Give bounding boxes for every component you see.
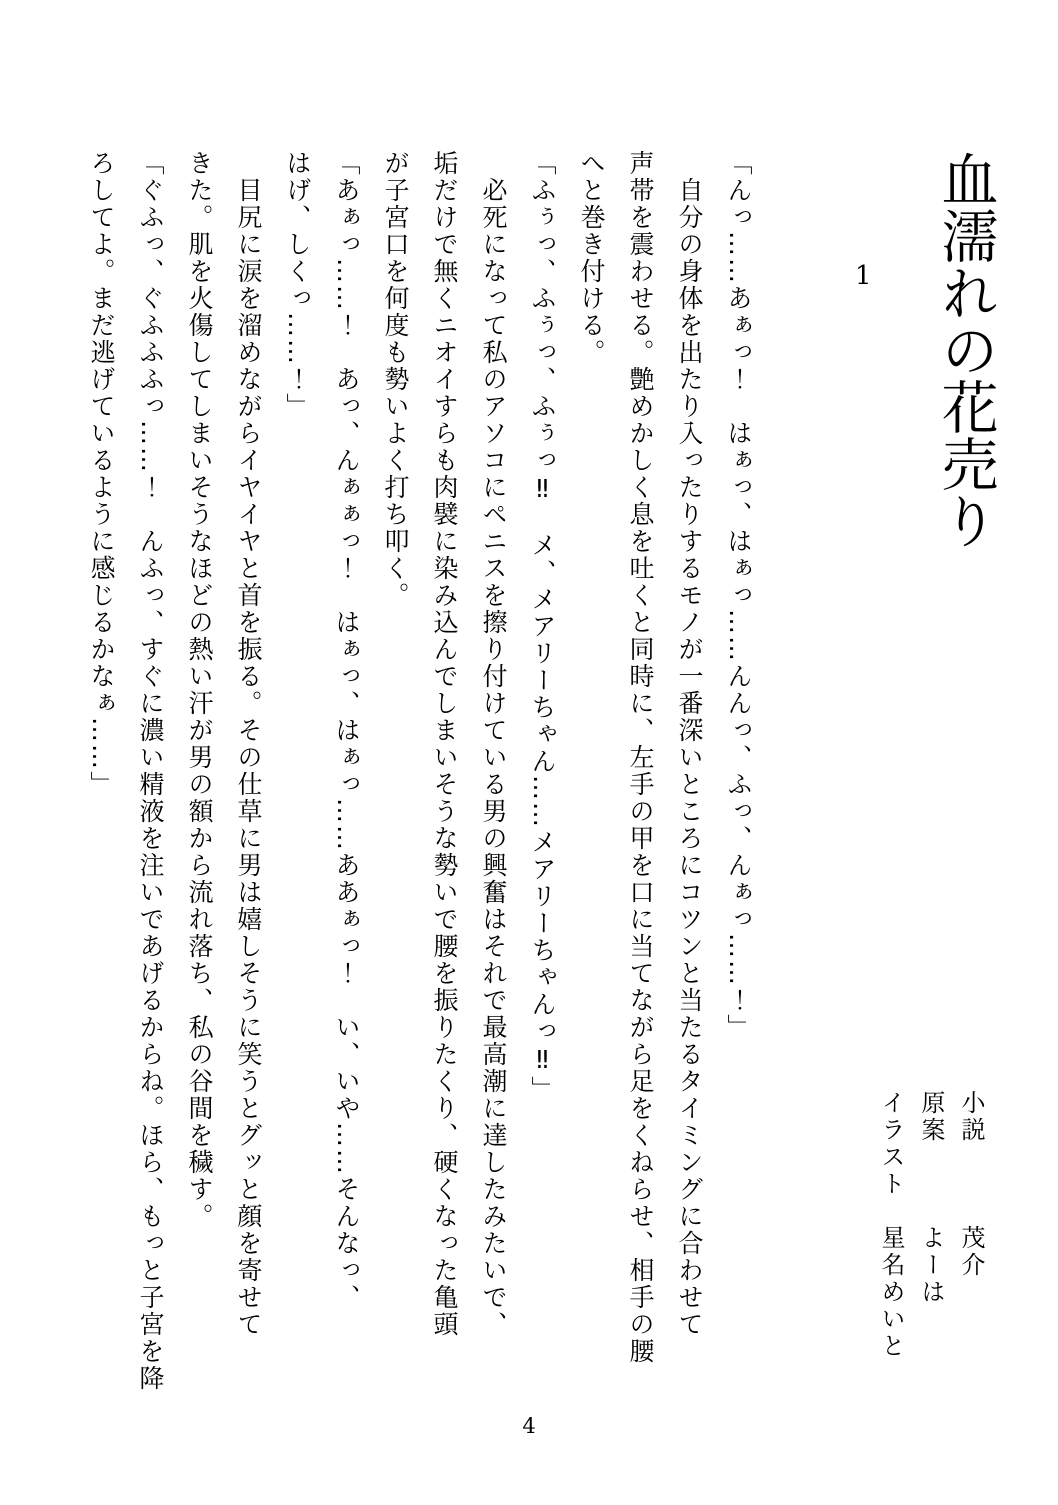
credit-original: 原案 よーは [917,1090,945,1306]
paragraph-dialogue [273,150,371,1400]
credits [871,1090,991,1370]
paragraph-narration [371,150,518,1400]
text-line: きた。肌を火傷してしまいそうなほどの熱い汗が男の額から流れ落ち、私の谷間を穢す。 [185,150,214,1230]
text-line: 「あぁっ……！ あっ、んぁぁっ！ はぁっ、はぁっ……ああぁっ！ い、いや……そんなっ、 [332,150,361,1311]
text-line: 声帯を震わせる。艶めかしく息を吐くと同時に、左手の甲を口に当てながら足をくねらせ、相手の腰 [626,150,655,1365]
body-text [77,150,763,1400]
text-line: が子宮口を何度も勢いよく打ち叩く。 [381,150,410,609]
paragraph-dialogue [518,150,567,1400]
credit-novel: 小説 茂介 [957,1090,985,1279]
text-line: 「ふぅっ、ふぅっ、ふぅっ‼ メ、メアリーちゃん……メアリーちゃんっ‼」 [528,150,557,1103]
credit-illustration: イラスト 星名めいと [877,1090,905,1360]
paragraph-narration [567,150,714,1400]
text-line: 目尻に涙を溜めながらイヤイヤと首を振る。その仕草に男は嬉しそうに笑うとグッと顔を寄せて [234,177,263,1338]
paragraph-dialogue [714,150,763,1400]
text-line: ろしてよ。まだ逃げているように感じるかなぁ……」 [87,150,116,798]
text-line: 自分の身体を出たり入ったりするモノが一番深いところにコツンと当たるタイミングに合わせて [675,177,704,1338]
page-number: 4 [522,1414,536,1438]
text-line: はげ、しくっ……！」 [283,150,312,420]
text-line: へと巻き付ける。 [577,150,606,366]
text-line: 「ぐふっ、ぐふふふっ……！ んふっ、すぐに濃い精液を注いであげるからね。ほら、もっと子宮を降 [136,150,165,1392]
text-line: 「んっ……あぁっ！ はぁっ、はぁっ……んんっ、ふっ、んぁっ……！」 [724,150,753,1041]
paragraph-dialogue [77,150,175,1400]
text-line: 垢だけで無くニオイすらも肉襞に染み込んでしまいそうな勢いで腰を振りたくり、硬くなった亀頭 [430,150,459,1338]
text-line: 必死になって私のアソコにペニスを擦り付けている男の興奮はそれで最高潮に達したみたいで、 [479,177,508,1338]
chapter-number: 1 [855,261,872,291]
page-title: 血濡れの花売り [932,150,998,549]
paragraph-narration [175,150,273,1400]
